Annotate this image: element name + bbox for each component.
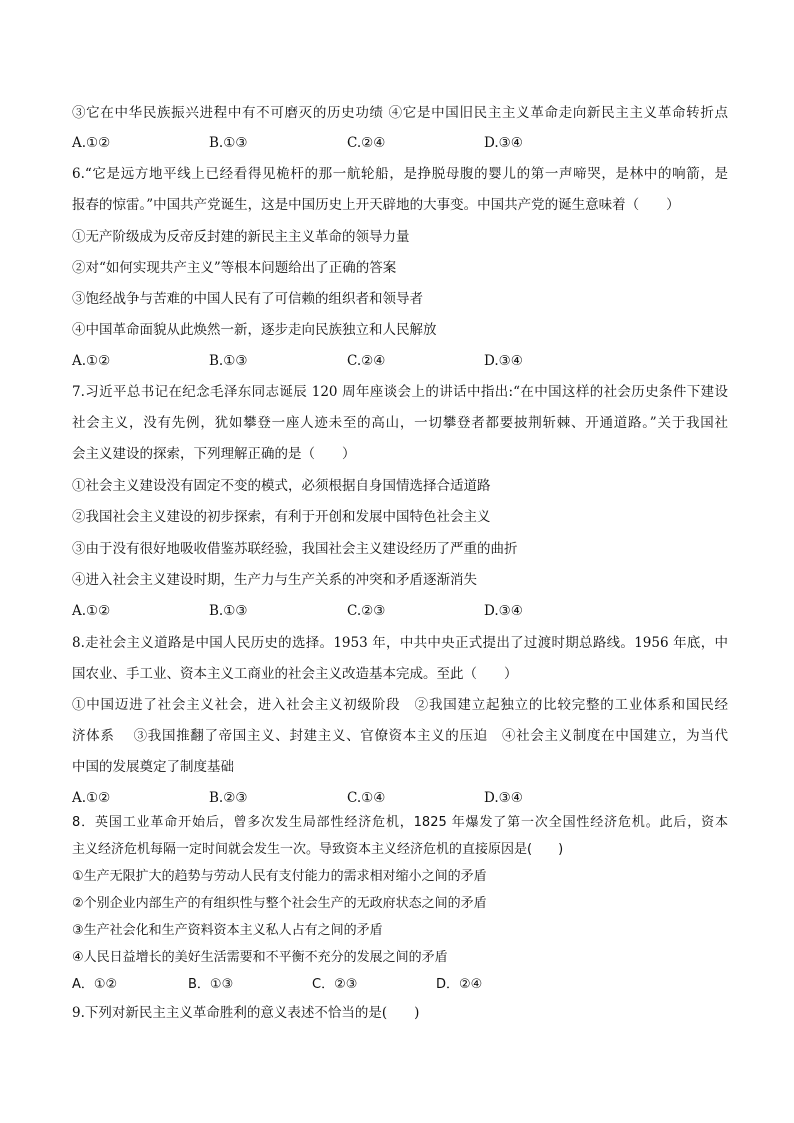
q5-item-3-4: ③它在中华民族振兴进程中有不可磨灭的历史功绩 ④它是中国旧民主主义革命走向新民主主义革命转折点 <box>72 105 728 121</box>
q6-option-b: B.①③ <box>209 353 248 369</box>
q7-option-d: D.③④ <box>484 603 523 619</box>
q7-stem-line-1: 7.习近平总书记在纪念毛泽东同志诞辰 120 周年座谈会上的讲话中指出:“在中国这样的社会历史条件下建设 <box>72 384 728 400</box>
q8a-items-line-3: 中国的发展奠定了制度基础 <box>72 759 234 775</box>
q7-stem-line-3: 会主义建设的探索，下列理解正确的是（ ） <box>72 446 356 462</box>
q7-option-c: C.②③ <box>347 603 386 619</box>
q8b-option-c: C．②③ <box>312 977 358 992</box>
q8b-item-4: ④人民日益增长的美好生活需要和不平衡不充分的发展之间的矛盾 <box>72 950 448 965</box>
q6-item-4: ④中国革命面貌从此焕然一新，逐步走向民族独立和人民解放 <box>72 322 437 338</box>
q8a-option-c: C.①④ <box>347 790 386 806</box>
q6-item-1: ①无产阶级成为反帝反封建的新民主主义革命的领导力量 <box>72 229 410 245</box>
q8a-items-line-1: ①中国迈进了社会主义社会，进入社会主义初级阶段 ②我国建立起独立的比较完整的工业体系和国民经 <box>72 697 728 713</box>
q8b-item-1: ①生产无限扩大的趋势与劳动人民有支付能力的需求相对缩小之间的矛盾 <box>72 869 487 884</box>
q7-option-b: B.①③ <box>209 603 248 619</box>
q9-stem: 9.下列对新民主主义革命胜利的意义表述不恰当的是( ) <box>72 1005 420 1021</box>
q5-option-c: C.②④ <box>347 135 386 151</box>
q7-option-a: A.①② <box>72 603 111 619</box>
q8a-stem-line-2: 国农业、手工业、资本主义工商业的社会主义改造基本完成。至此（ ） <box>72 666 518 682</box>
q5-option-b: B.①③ <box>209 135 248 151</box>
q8b-item-2: ②个别企业内部生产的有组织性与整个社会生产的无政府状态之间的矛盾 <box>72 896 487 911</box>
q6-item-2: ②对“如何实现共产主义”等根本问题给出了正确的答案 <box>72 260 397 276</box>
q6-item-3: ③饱经战争与苦难的中国人民有了可信赖的组织者和领导者 <box>72 291 423 307</box>
q7-item-3: ③由于没有很好地吸收借鉴苏联经验，我国社会主义建设经历了严重的曲折 <box>72 541 518 557</box>
q8b-option-d: D．②④ <box>436 977 483 992</box>
q8a-option-a: A.①② <box>72 790 111 806</box>
q6-stem-line-1: 6.“它是远方地平线上已经看得见桅杆的那一航轮船，是挣脱母腹的婴儿的第一声啼哭，是林中的响箭，是 <box>72 166 728 182</box>
q8b-option-b: B．①③ <box>188 977 234 992</box>
q8a-option-b: B.②③ <box>209 790 248 806</box>
q5-option-d: D.③④ <box>484 135 523 151</box>
q8b-item-3: ③生产社会化和生产资料资本主义私人占有之间的矛盾 <box>72 923 383 938</box>
q6-option-a: A.①② <box>72 353 111 369</box>
q7-item-4: ④进入社会主义建设时期，生产力与生产关系的冲突和矛盾逐渐消失 <box>72 572 477 588</box>
q8a-items-line-2: 济体系 ③我国推翻了帝国主义、封建主义、官僚资本主义的压迫 ④社会主义制度在中国建立，为当代 <box>72 728 728 744</box>
q7-stem-line-2: 社会主义，没有先例，犹如攀登一座人迹未至的高山，一切攀登者都要披荆斩棘、开通道路。”关于我国社 <box>72 415 728 431</box>
q6-option-c: C.②④ <box>347 353 386 369</box>
q8a-stem-line-1: 8.走社会主义道路是中国人民历史的选择。1953 年，中共中央正式提出了过渡时期总路线。1956 年底，中 <box>72 635 728 651</box>
q5-option-a: A.①② <box>72 135 111 151</box>
q7-item-1: ①社会主义建设没有固定不变的模式，必须根据自身国情选择合适道路 <box>72 478 491 494</box>
q8a-option-d: D.③④ <box>484 790 523 806</box>
q7-item-2: ②我国社会主义建设的初步探索，有利于开创和发展中国特色社会主义 <box>72 509 491 525</box>
q8b-option-a: A．①② <box>72 977 118 992</box>
q8b-stem-line-2: 主义经济危机每隔一定时间就会发生一次。导致资本主义经济危机的直接原因是( ) <box>72 842 564 857</box>
q6-stem-line-2: 报春的惊雷。”中国共产党诞生，这是中国历史上开天辟地的大事变。中国共产党的诞生意味着（ ） <box>72 197 680 213</box>
q8b-stem-line-1: 8．英国工业革命开始后，曾多次发生局部性经济危机，1825 年爆发了第一次全国性经济危机。此后，资本 <box>72 815 728 830</box>
q6-option-d: D.③④ <box>484 353 523 369</box>
